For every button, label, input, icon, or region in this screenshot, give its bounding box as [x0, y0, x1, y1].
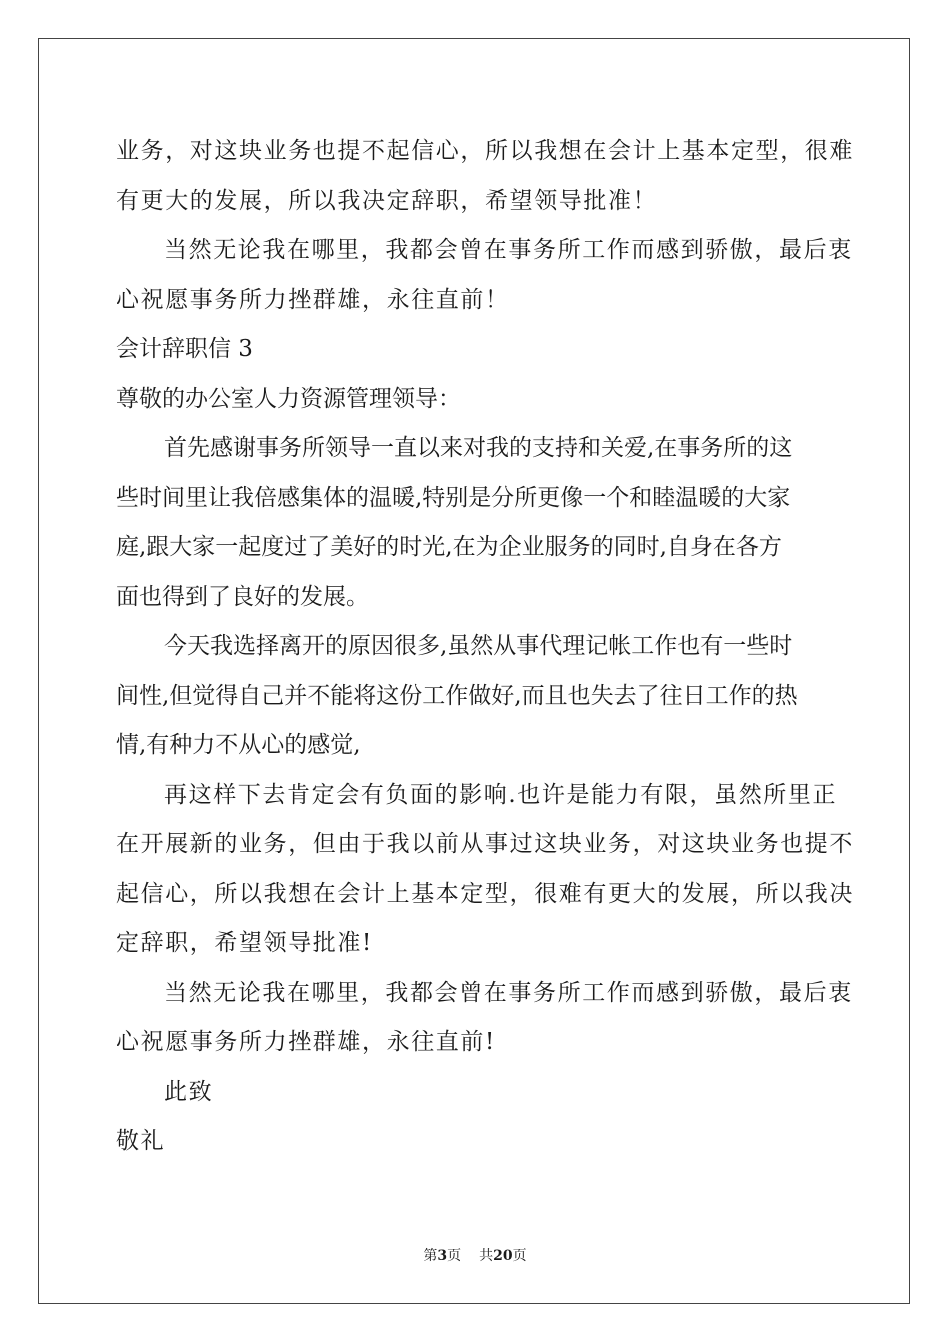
text-line: 在开展新的业务，但由于我以前从事过这块业务，对这块业务也提不 — [116, 831, 854, 857]
page-number: 3 — [437, 1248, 448, 1264]
page-total: 20 — [493, 1248, 513, 1264]
paragraph-start: 首先感谢事务所领导一直以来对我的支持和关爱,在事务所的这 — [164, 435, 793, 461]
total-suffix: 页 — [512, 1248, 527, 1264]
text-line: 间性,但觉得自己并不能将这份工作做好,而且也失去了往日工作的热 — [116, 682, 798, 709]
text-line: 心祝愿事务所力挫群雄，永往直前! — [116, 1029, 496, 1055]
text-line: 情,有种力不从心的感觉, — [116, 732, 361, 758]
text-line: 庭,跟大家一起度过了美好的时光,在为企业服务的同时,自身在各方 — [116, 534, 782, 560]
text-line: 定辞职，希望领导批准! — [116, 930, 373, 956]
page-prefix: 第 — [423, 1248, 438, 1264]
document-body — [116, 127, 854, 1167]
text-line: 面也得到了良好的发展。 — [116, 583, 369, 610]
text-line: 业务，对这块业务也提不起信心，所以我想在会计上基本定型，很难 — [116, 138, 854, 164]
paragraph-start: 再这样下去肯定会有负面的影响.也许是能力有限，虽然所里正 — [164, 781, 838, 808]
paragraph-start: 当然无论我在哪里，我都会曾在事务所工作而感到骄傲，最后衷 — [164, 979, 853, 1006]
page-suffix: 页 — [447, 1248, 462, 1264]
text-line: 心祝愿事务所力挫群雄，永往直前！ — [116, 286, 510, 313]
text-line: 些时间里让我倍感集体的温暖,特别是分所更像一个和睦温暖的大家 — [116, 484, 791, 511]
salutation: 尊敬的办公室人力资源管理领导： — [116, 385, 461, 412]
page-footer — [0, 1245, 950, 1265]
text-line: 有更大的发展，所以我决定辞职，希望领导批准！ — [116, 187, 658, 214]
total-prefix: 共 — [479, 1248, 494, 1264]
paragraph-start: 今天我选择离开的原因很多,虽然从事代理记帐工作也有一些时 — [164, 633, 793, 659]
closing-salute: 敬礼 — [116, 1128, 166, 1154]
section-heading: 会计辞职信 3 — [116, 336, 253, 362]
paragraph-start: 当然无论我在哪里，我都会曾在事务所工作而感到骄傲，最后衷 — [164, 237, 853, 263]
closing-phrase: 此致 — [164, 1078, 214, 1105]
text-line: 起信心，所以我想在会计上基本定型，很难有更大的发展，所以我决 — [116, 880, 854, 907]
